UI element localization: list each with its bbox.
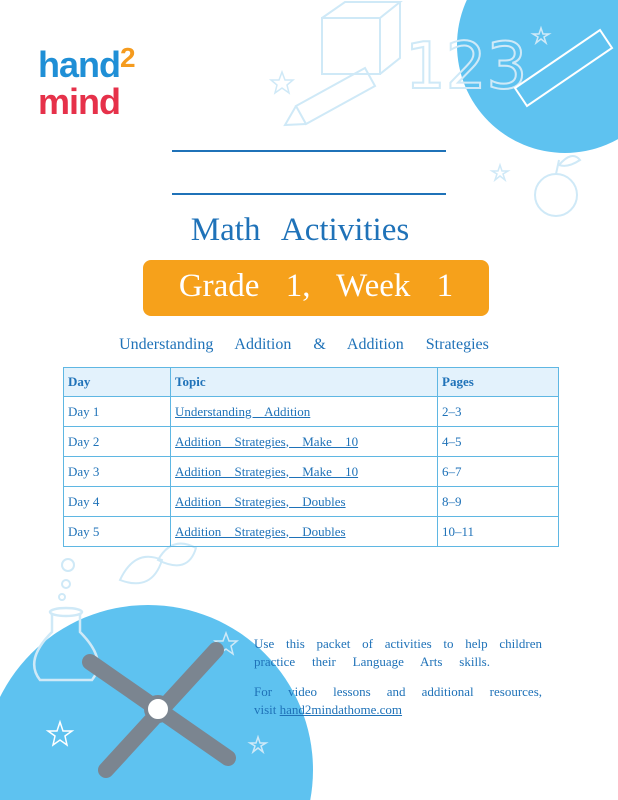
info-line-4: [254, 701, 542, 719]
row-topic[interactable]: [171, 397, 438, 427]
row-day: Day 2: [64, 427, 171, 457]
apple-outline-icon: [535, 156, 580, 216]
table-row: [64, 397, 559, 427]
row-topic[interactable]: [171, 427, 438, 457]
website-link[interactable]: hand2mindathome.com: [279, 702, 403, 717]
bubble-outline-icons: [59, 559, 74, 600]
row-day: Day 4: [64, 487, 171, 517]
row-pages: 8–9: [438, 487, 559, 517]
row-day: Day 5: [64, 517, 171, 547]
page-title: Math Activities: [190, 212, 410, 248]
row-day: Day 1: [64, 397, 171, 427]
row-pages: 2–3: [438, 397, 559, 427]
name-line: [172, 150, 446, 152]
pencil-outline-icon: [285, 68, 375, 125]
header-day: Day: [64, 368, 171, 397]
row-pages: 6–7: [438, 457, 559, 487]
visit-prefix: visit: [254, 702, 277, 717]
page-subtitle: Understanding Addition & Addition Strategies: [119, 336, 489, 353]
grade-label: Grade 1, Week 1: [178, 268, 454, 304]
leaf-outline-icons: [120, 544, 196, 584]
date-line: [172, 193, 446, 195]
row-pages: 10–11: [438, 517, 559, 547]
logo-word-mind: mind: [38, 81, 120, 122]
table-row: [64, 427, 559, 457]
row-day: Day 3: [64, 457, 171, 487]
header-topic: Topic: [171, 368, 438, 397]
info-line-2: practice their Language Arts skills.: [254, 654, 490, 669]
topic-link[interactable]: Addition Strategies, Make 10: [175, 463, 359, 479]
cube-outline-icon: [322, 2, 400, 74]
row-topic[interactable]: [171, 487, 438, 517]
row-topic[interactable]: [171, 457, 438, 487]
info-line-3: For video lessons and additional resources,: [254, 684, 542, 699]
topic-link[interactable]: Addition Strategies, Doubles: [175, 493, 346, 509]
logo-number-2: 2: [120, 42, 135, 73]
row-topic[interactable]: [171, 517, 438, 547]
atom-center-icon: [146, 697, 170, 721]
logo-word-hand: hand: [38, 44, 120, 85]
table-header-row: [64, 368, 559, 397]
table-row: [64, 487, 559, 517]
table-row: [64, 457, 559, 487]
numbers-123-outline: 123: [405, 30, 528, 104]
brand-logo: [38, 42, 135, 122]
topic-link[interactable]: Addition Strategies, Make 10: [175, 433, 359, 449]
topic-link[interactable]: Understanding Addition: [175, 403, 311, 419]
row-pages: 4–5: [438, 427, 559, 457]
header-pages: Pages: [438, 368, 559, 397]
topic-link[interactable]: Addition Strategies, Doubles: [175, 523, 346, 539]
info-line-1: Use this packet of activities to help children: [254, 636, 542, 651]
table-row: [64, 517, 559, 547]
schedule-table: [63, 367, 559, 547]
